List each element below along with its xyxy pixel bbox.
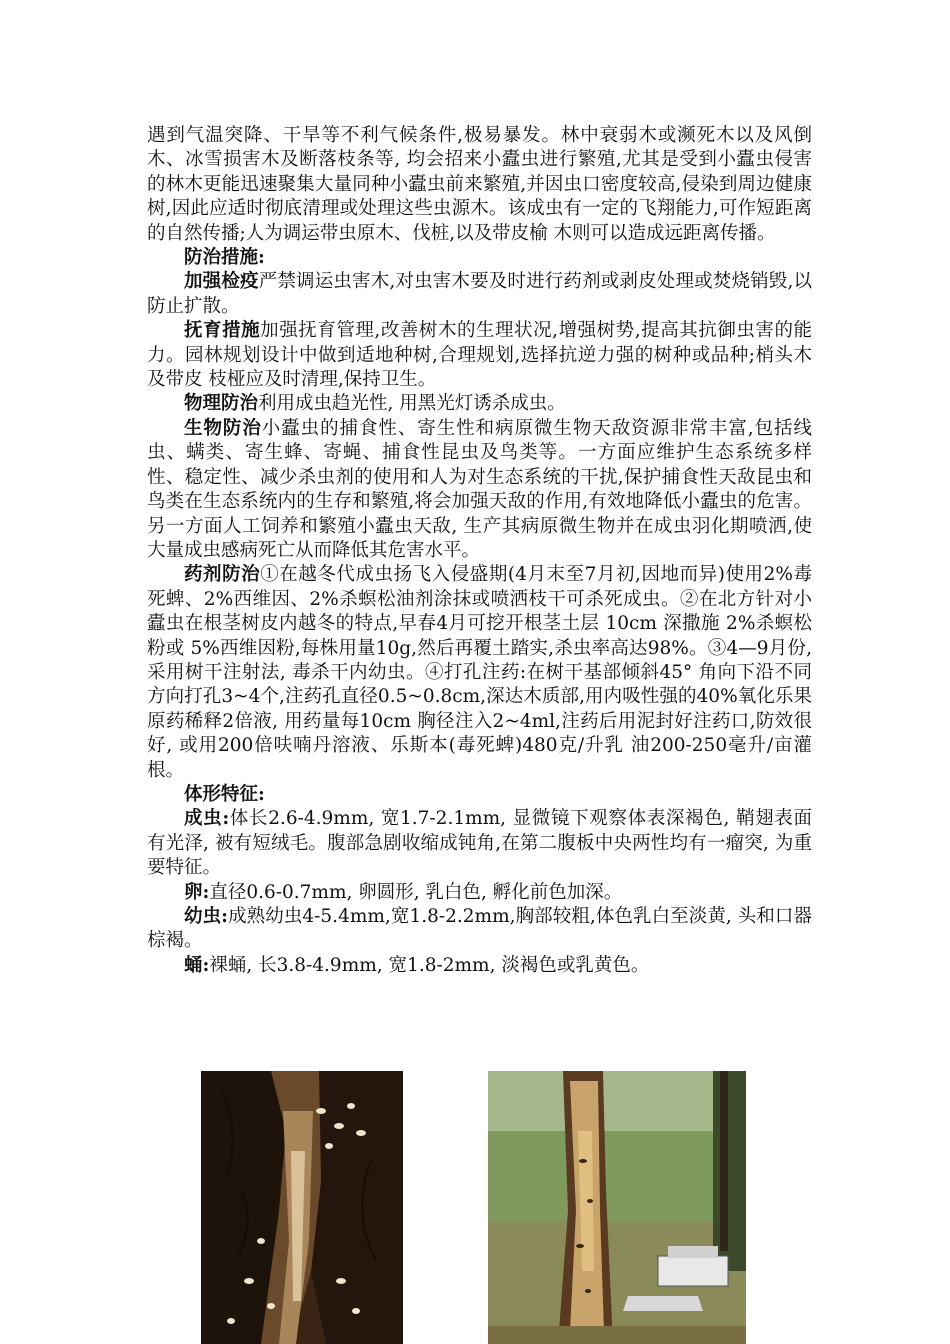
control-paragraph xyxy=(147,319,812,392)
bark-larvae-image xyxy=(201,1071,403,1344)
control-paragraph xyxy=(147,417,812,563)
morphology-heading: 体形特征: xyxy=(184,783,265,805)
control-label: 加强检疫 xyxy=(184,271,259,293)
morphology-paragraph xyxy=(147,954,812,978)
morphology-paragraph xyxy=(147,905,812,954)
control-label: 抚育措施 xyxy=(184,320,261,342)
morphology-text: 成熟幼虫4-5.4mm,宽1.8-2.2mm,胸部较粗,体色乳白至淡黄, 头和口器棕褐。 xyxy=(147,906,812,952)
document-body xyxy=(147,124,812,978)
photo-row xyxy=(0,1071,950,1344)
morphology-paragraph xyxy=(147,881,812,905)
morphology-text: 直径0.6-0.7mm, 卵圆形, 乳白色, 孵化前色加深。 xyxy=(209,881,623,903)
control-heading: 防治措施: xyxy=(184,247,265,269)
morphology-paragraph xyxy=(147,807,812,880)
morphology-label: 成虫: xyxy=(184,808,230,830)
control-label: 物理防治 xyxy=(184,393,259,415)
control-paragraph xyxy=(147,563,812,783)
morphology-text: 体长2.6-4.9mm, 宽1.7-2.1mm, 显微镜下观察体表深褐色, 鞘翅表面有光泽, 被有短绒毛。腹部急剧收缩成钝角,在第二腹板中央两性均有一瘤突, 为重要特征。 xyxy=(147,808,812,879)
morphology-label: 卵: xyxy=(184,881,210,903)
control-label: 生物防治 xyxy=(184,417,262,439)
control-paragraph xyxy=(147,392,812,416)
control-paragraph xyxy=(147,270,812,319)
control-text: 利用成虫趋光性, 用黑光灯诱杀成虫。 xyxy=(258,393,566,415)
control-text: 小蠹虫的捕食性、寄生性和病原微生物天敌资源非常丰富,包括线虫、螨类、寄生蜂、寄蝇、捕食性昆虫及鸟类等。一方面应维护生态系统多样性、稳定性、减少杀虫剂的使用和人为对生态系统的干扰,保护捕食性天敌昆虫和鸟类在生态系统内的生存和繁殖,将会加强天敌的作用,有效地降低小蠹虫的危害。另一方面人工饲养和繁殖小蠹虫天敌, 生产其病原微生物并在成虫羽化期喷洒,使大量成虫感病死亡从而降低其危害水平。 xyxy=(147,417,812,561)
tree-trunk-image xyxy=(488,1071,746,1344)
morphology-label: 幼虫: xyxy=(184,906,228,927)
morphology-label: 蛹: xyxy=(184,954,210,976)
morphology-text: 裸蛹, 长3.8-4.9mm, 宽1.8-2mm, 淡褐色或乳黄色。 xyxy=(209,954,650,976)
control-text: ①在越冬代成虫扬飞入侵盛期(4月末至7月初,因地而异)使用2%毒死蜱、2%西维因、2%杀螟松油剂涂抹或喷洒枝干可杀死成虫。②在北方针对小蠹虫在根茎树皮内越冬的特点,早春4月可挖开根茎土层 10cm 深撒施 2%杀螟松粉或 5%西维因粉,每株用量10g,然后再覆土踏实,杀虫率高达98%。③4—9月份, 采用树干注射法, 毒杀干内幼虫。④打孔注药:在树干基部倾斜45° 角向下沿不同方向打孔3~4个,注药孔直径0.5~0.8cm,深达木质部,用内吸性强的40%氧化乐果原药稀释2倍液, 用药量每10cm 胸径注入2~4ml,注药后用泥封好注药口,防效很好, 或用200倍呋喃丹溶液、乐斯本(毒死蜱)480克/升乳 油200-250毫升/亩灌根。 xyxy=(147,564,812,781)
control-text: 严禁调运虫害木,对虫害木要及时进行药剂或剥皮处理或焚烧销毁,以防止扩散。 xyxy=(147,271,812,317)
control-text: 加强抚育管理,改善树木的生理状况,增强树势,提高其抗御虫害的能力。园林规划设计中做到适地种树,合理规划,选择抗逆力强的树种或品种;梢头木及带皮 枝桠应及时清理,保持卫生。 xyxy=(147,320,812,391)
bark-larvae-photo xyxy=(201,1071,403,1344)
control-label: 药剂防治 xyxy=(184,564,261,586)
intro-paragraph: 遇到气温突降、干旱等不利气候条件,极易暴发。林中衰弱木或濒死木以及风倒木、冰雪损害木及断落枝条等, 均会招来小蠹虫进行繁殖,尤其是受到小蠹虫侵害的林木更能迅速聚集大量同种小蠹虫前来繁殖,并因虫口密度较高,侵染到周边健康树,因此应适时彻底清理或处理这些虫源木。该成虫有一定的飞翔能力,可作短距离的自然传播;人为调运带虫原木、伐桩,以及带皮榆 木则可以造成远距离传播。 xyxy=(147,125,812,244)
tree-trunk-photo xyxy=(488,1071,746,1344)
